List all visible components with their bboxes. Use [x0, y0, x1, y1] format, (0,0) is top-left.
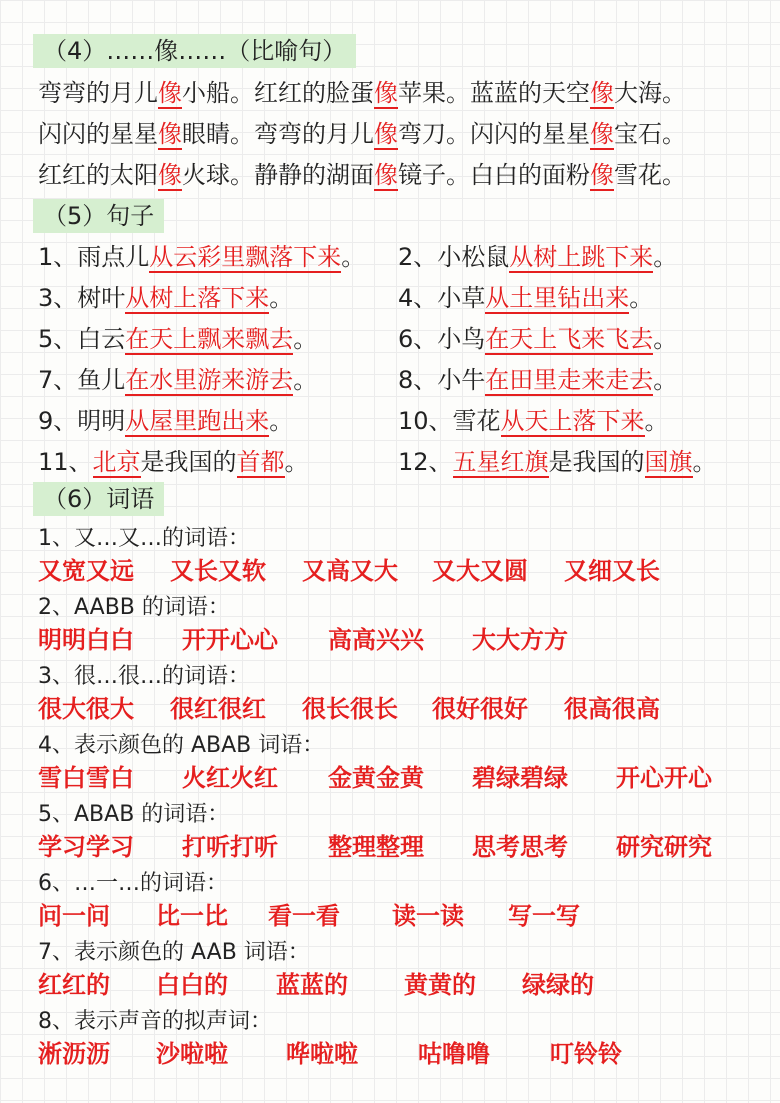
- text-segment: 。: [644, 407, 669, 435]
- vocab-word: 问一问: [38, 902, 110, 930]
- simile-line-1: [38, 76, 686, 110]
- text-segment: 眼睛。弯弯的月儿: [182, 120, 374, 148]
- highlighted-phrase: 在田里走来走去: [485, 366, 654, 394]
- highlighted-phrase: 像: [374, 120, 398, 148]
- highlighted-phrase: 像: [158, 161, 182, 189]
- vocab-word: 思考思考: [472, 833, 568, 861]
- vocab-word: 叮铃铃: [550, 1040, 622, 1068]
- vocab-word: 碧绿碧绿: [472, 764, 568, 792]
- text-segment: 。: [653, 243, 678, 271]
- vocab-word: 高高兴兴: [328, 626, 424, 654]
- vocab-word: 很大很大: [38, 695, 134, 723]
- vocab-word: 又细又长: [564, 557, 660, 585]
- sentence-item: [398, 445, 717, 479]
- highlighted-phrase: 像: [590, 120, 614, 148]
- text-segment: 。: [341, 243, 366, 271]
- vocab-word: 黄黄的: [404, 971, 476, 999]
- text-segment: 。: [269, 407, 294, 435]
- section-5-heading: （5）句子: [33, 199, 164, 233]
- vocab-word: 很高很高: [564, 695, 660, 723]
- vocab-word: 整理整理: [328, 833, 424, 861]
- text-segment: 2、小松鼠: [398, 243, 510, 271]
- highlighted-phrase: 从树上跳下来: [509, 243, 654, 271]
- vocab-word: 很长很长: [302, 695, 398, 723]
- sentence-item: [398, 240, 677, 274]
- vocab-word: 红红的: [38, 971, 110, 999]
- vocab-word: 白白的: [156, 971, 228, 999]
- word-group-label: 3、很…很…的词语：: [38, 664, 250, 689]
- vocab-word: 明明白白: [38, 626, 134, 654]
- highlighted-phrase: 首都: [236, 448, 285, 476]
- highlighted-phrase: 从屋里跑出来: [125, 407, 270, 435]
- text-segment: 宝石。: [614, 120, 686, 148]
- word-group-label: 8、表示声音的拟声词：: [38, 1009, 272, 1034]
- sentence-item: [38, 363, 317, 397]
- vocab-word: 比一比: [156, 902, 228, 930]
- highlighted-phrase: 像: [158, 120, 182, 148]
- sentence-item: [38, 240, 365, 274]
- vocab-word: 开开心心: [182, 626, 278, 654]
- vocab-word: 学习学习: [38, 833, 134, 861]
- sentence-item: [38, 281, 293, 315]
- vocab-word: 蓝蓝的: [276, 971, 348, 999]
- vocab-word: 打听打听: [182, 833, 278, 861]
- highlighted-phrase: 像: [590, 161, 614, 189]
- text-segment: 。: [629, 284, 654, 312]
- highlighted-phrase: 北京: [92, 448, 141, 476]
- text-segment: 闪闪的星星: [38, 120, 158, 148]
- text-segment: 红红的太阳: [38, 161, 158, 189]
- vocab-word: 写一写: [508, 902, 580, 930]
- vocab-word: 看一看: [268, 902, 340, 930]
- sentence-item: [398, 281, 653, 315]
- text-segment: 9、明明: [38, 407, 126, 435]
- highlighted-phrase: 像: [374, 79, 398, 107]
- simile-line-3: [38, 158, 686, 192]
- vocab-word: 研究研究: [616, 833, 712, 861]
- highlighted-phrase: 在天上飞来飞去: [485, 325, 654, 353]
- highlighted-phrase: 在天上飘来飘去: [125, 325, 294, 353]
- highlighted-phrase: 五星红旗: [452, 448, 549, 476]
- text-segment: 3、树叶: [38, 284, 126, 312]
- word-group-label: 4、表示颜色的 ABAB 词语：: [38, 733, 325, 758]
- highlighted-phrase: 从云彩里飘落下来: [149, 243, 342, 271]
- text-segment: 4、小草: [398, 284, 486, 312]
- word-group-label: 6、…一…的词语：: [38, 871, 228, 896]
- vocab-word: 咕噜噜: [418, 1040, 490, 1068]
- section-4-heading: （4）……像……（比喻句）: [33, 34, 356, 68]
- sentence-item: [398, 404, 669, 438]
- highlighted-phrase: 像: [374, 161, 398, 189]
- text-segment: 6、小鸟: [398, 325, 486, 353]
- text-segment: 。: [692, 448, 717, 476]
- word-group-label: 7、表示颜色的 AAB 词语：: [38, 940, 310, 965]
- highlighted-phrase: 从土里钻出来: [485, 284, 630, 312]
- text-segment: 11、: [38, 448, 93, 476]
- vocab-word: 又长又软: [170, 557, 266, 585]
- vocab-word: 开心开心: [616, 764, 712, 792]
- text-segment: 。: [653, 325, 678, 353]
- text-segment: 是我国的: [140, 448, 237, 476]
- section-6-heading: （6）词语: [33, 482, 164, 516]
- sentence-item: [398, 322, 677, 356]
- word-group-label: 5、ABAB 的词语：: [38, 802, 230, 827]
- simile-line-2: [38, 117, 686, 151]
- vocab-word: 很红很红: [170, 695, 266, 723]
- vocab-word: 沙啦啦: [156, 1040, 228, 1068]
- text-segment: 弯弯的月儿: [38, 79, 158, 107]
- vocab-word: 读一读: [392, 902, 464, 930]
- text-segment: 。: [284, 448, 309, 476]
- text-segment: 。: [293, 325, 318, 353]
- text-segment: 弯刀。闪闪的星星: [398, 120, 590, 148]
- sentence-item: [38, 445, 309, 479]
- highlighted-phrase: 像: [158, 79, 182, 107]
- vocab-word: 淅沥沥: [38, 1040, 110, 1068]
- text-segment: 雪花。: [614, 161, 686, 189]
- vocab-word: 很好很好: [432, 695, 528, 723]
- vocab-word: 又大又圆: [432, 557, 528, 585]
- text-segment: 。: [269, 284, 294, 312]
- vocab-word: 又宽又远: [38, 557, 134, 585]
- vocab-word: 金黄金黄: [328, 764, 424, 792]
- text-segment: 5、白云: [38, 325, 126, 353]
- text-segment: 。: [293, 366, 318, 394]
- text-segment: 12、: [398, 448, 453, 476]
- text-segment: 火球。静静的湖面: [182, 161, 374, 189]
- text-segment: 苹果。蓝蓝的天空: [398, 79, 590, 107]
- text-segment: 10、雪花: [398, 407, 501, 435]
- highlighted-phrase: 像: [590, 79, 614, 107]
- highlighted-phrase: 国旗: [644, 448, 693, 476]
- text-segment: 镜子。白白的面粉: [398, 161, 590, 189]
- sentence-item: [38, 322, 317, 356]
- word-group-label: 2、AABB 的词语：: [38, 595, 230, 620]
- highlighted-phrase: 从天上落下来: [500, 407, 645, 435]
- vocab-word: 绿绿的: [522, 971, 594, 999]
- text-segment: 。: [653, 366, 678, 394]
- sentence-item: [38, 404, 293, 438]
- text-segment: 1、雨点儿: [38, 243, 150, 271]
- text-segment: 小船。红红的脸蛋: [182, 79, 374, 107]
- text-segment: 是我国的: [548, 448, 645, 476]
- vocab-word: 哗啦啦: [286, 1040, 358, 1068]
- highlighted-phrase: 从树上落下来: [125, 284, 270, 312]
- text-segment: 8、小牛: [398, 366, 486, 394]
- text-segment: 大海。: [614, 79, 686, 107]
- vocab-word: 雪白雪白: [38, 764, 134, 792]
- vocab-word: 又高又大: [302, 557, 398, 585]
- vocab-word: 大大方方: [472, 626, 568, 654]
- highlighted-phrase: 在水里游来游去: [125, 366, 294, 394]
- vocab-word: 火红火红: [182, 764, 278, 792]
- text-segment: 7、鱼儿: [38, 366, 126, 394]
- word-group-label: 1、又…又…的词语：: [38, 526, 250, 551]
- sentence-item: [398, 363, 677, 397]
